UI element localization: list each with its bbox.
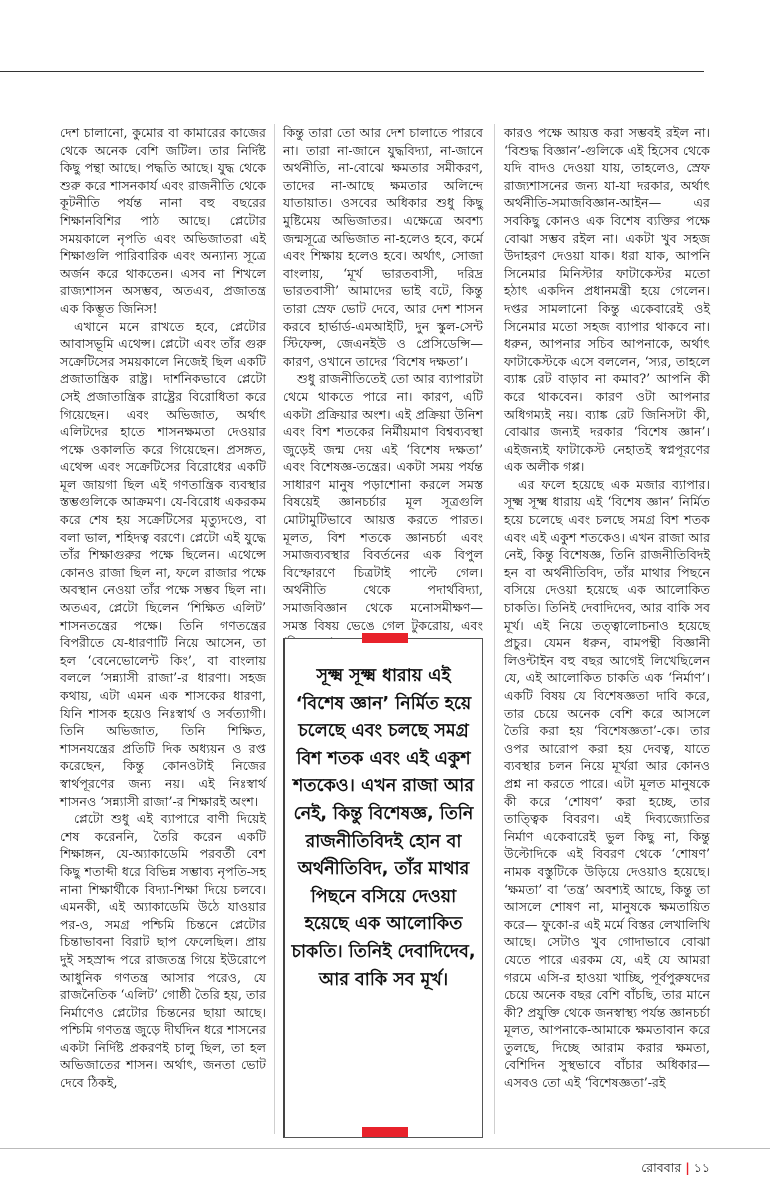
paragraph: প্লেটো শুধু এই ব্যাপারে বাণী দিয়েই শেষ করেননি, তৈরি করেন একটি শিক্ষাঙ্গন, যে-অ্যাকাডেমি পরবর্তী বেশ কিছু শতাব্দী ধরে বিভিন্ন সম্ভাব্য নৃপতি-সহ নানা শিক্ষার্থীকে বিদ্যা-শিক্ষা দিয়ে চলবে। এমনকী, এই অ্যাকাডেমি উঠে যাওয়ার পর-ও, সমগ্র পশ্চিমি চিন্তনে প্লেটোর চিন্তাভাবনা বিরাট ছাপ ফেলেছিল। প্রায় দুই সহস্রাব্দ পরে রাজতন্ত্র গিয়ে ইউরোপে আধুনিক গণতন্ত্র আসার পরেও, যে রাজনৈতিক ‘এলিট’ গোষ্ঠী তৈরি হয়, তার নির্মাণেও প্লেটোর চিন্তনের ছায়া আছে। পশ্চিমি গণতন্ত্র জুড়ে দীর্ঘদিন ধরে শাসনের একটা নির্দিষ্ট প্রকরণই চালু ছিল, তা হল অভিজাতের শাসন। অর্থাৎ, জনতা ভোট দেবে ঠিকই, [60, 811, 266, 1091]
paragraph: এখানে মনে রাখতে হবে, প্লেটোর আবাসভূমি এথেন্স। প্লেটো এবং তাঁর গুরু সক্রেটিসের সময়কালে নিজেই ছিল একটি প্রজাতান্ত্রিক রাষ্ট্র। দার্শনিকভাবে প্লেটো সেই প্রজাতান্ত্রিক রাষ্ট্রের বিরোধিতা করে গিয়েছেন। এবং অভিজাত, অর্থাৎ এলিটদের হাতে শাসনক্ষমতা দেওয়ার পক্ষে ওকালতি করে গিয়েছেন। প্রসঙ্গত, এথেন্স এবং সক্রেটিসের বিরোধের একটি মূল জায়গা ছিল এই গণতান্ত্রিক ব্যবস্থার স্তম্ভগুলিকে আক্রমণ। যে-বিরোধ একরকম করে শেষ হয় সক্রেটিসের মৃত্যুদণ্ডে, বা বলা ভাল, শহিদত্ব বরণে। প্লেটো এই যুদ্ধে তাঁর শিক্ষাগুরুর পক্ষে ছিলেন। এথেন্সে কোনও রাজা ছিল না, ফলে রাজার পক্ষে অবস্থান নেওয়া তাঁর পক্ষে সম্ভব ছিল না। অতএব, প্লেটো ছিলেন ‘শিক্ষিত এলিট’ শাসনতন্ত্রের পক্ষে। তিনি গণতন্ত্রের বিপরীতে যে-ধারণাটি নিয়ে আসেন, তা হল ‘বেনেভোলেন্ট কিং’, বা বাংলায় বললে ‘সন্ন্যাসী রাজা’-র ধারণা। সহজ কথায়, এটা এমন এক শাসকের ধারণা, যিনি শাসক হয়েও নিঃস্বার্থ ও সর্বত্যাগী। তিনি অভিজাত, তিনি শিক্ষিত, শাসনযন্ত্রের প্রতিটি দিক অধ্যয়ন ও রপ্ত করেছেন, কিন্তু কোনওটাই নিজের স্বার্থপূরণের জন্য নয়। এই নিঃস্বার্থ শাসনও ‘সন্ন্যাসী রাজা’-র শিক্ষারই অংশ। [60, 318, 266, 809]
article-column-3 [504, 124, 710, 1142]
top-rule [0, 71, 704, 72]
paragraph: এর ফলে হয়েছে এক মজার ব্যাপার। সূক্ষ্ম সূক্ষ্ম ধারায় এই ‘বিশেষ জ্ঞান’ নির্মিত হয়ে চলেছে এবং চলছে সমগ্র বিশ শতক এবং এই একুশ শতকেও। এখন রাজা আর নেই, কিন্তু বিশেষজ্ঞ, তিনি রাজনীতিবিদই হন বা অর্থনীতিবিদ, তাঁর মাথার পিছনে বসিয়ে দেওয়া হয়েছে এক আলোকিত চাকতি। তিনিই দেবাদিদেব, আর বাকি সব মূর্খ। এই নিয়ে তত্ত্বালোচনাও হয়েছে প্রচুর। যেমন ধরুন, বামপন্থী বিজ্ঞানী লিওন্টাইন বহু বছর আগেই লিখেছিলেন যে, এই আলোকিত চাকতি এক ‘নির্মাণ’। একটি বিষয় যে বিশেষজ্ঞতা দাবি করে, তার চেয়ে অনেক বেশি করে আসলে তৈরি করা হয় ‘বিশেষজ্ঞতা’-কে। তার ওপর আরোপ করা হয় দেবত্ব, যাতে ব্যবস্থার চলন নিয়ে মূর্খরা আর কোনও প্রশ্ন না করতে পারে। এটা মূলত মানুষকে কী করে ‘শোষণ’ করা হচ্ছে, তার তাত্ত্বিক বিবরণ। এই দিব্যজ্যোতির নির্মাণ একেবারেই ভুল কিছু না, কিন্তু উল্টোদিকে এই বিবরণ থেকে ‘শোষণ’ নামক বস্তুটিকে উড়িয়ে দেওয়াও হয়েছে। ‘ক্ষমতা’ বা ‘তন্ত্র’ অবশ্যই আছে, কিন্তু তা আসলে শোষণ না, মানুষকে ক্ষমতায়িত করে— ফুকো-র এই মর্মে বিস্তর লেখালিখি আছে। সেটাও খুব গোদাভাবে বোঝা যেতে পারে এরকম যে, এই যে আমরা গরমে এসি-র হাওয়া খাচ্ছি, পূর্বপুরুষদের চেয়ে অনেক বছর বেশি বাঁচছি, তার মানে কী? প্রযুক্তি থেকে জনস্বাস্থ্য পর্যন্ত জ্ঞানচর্চা মূলত, আপনাকে-আমাকে ক্ষমতাবান করে তুলছে, দিচ্ছে আরাম করার ক্ষমতা, বেশিদিন সুস্থভাবে বাঁচার অধিকার— এসবও তো এই ‘বিশেষজ্ঞতা’-রই [504, 476, 710, 1091]
footer-separator: | [685, 1160, 690, 1175]
magazine-name: রোববার [641, 1160, 682, 1175]
pull-quote-top-bar [362, 633, 408, 643]
column-separator [274, 124, 275, 1134]
paragraph: কারও পক্ষে আয়ত্ত করা সম্ভবই রইল না। ‘বিশুদ্ধ বিজ্ঞান’-গুলিকে এই হিসেব থেকে যদি বাদও দেওয়া যায়, তাহলেও, স্রেফ রাজ্যশাসনের জন্য যা-যা দরকার, অর্থাৎ অর্থনীতি-সমাজবিজ্ঞান-আইন— এর সবকিছু কোনও এক বিশেষ ব্যক্তির পক্ষে বোঝা সম্ভব রইল না। একটা খুব সহজ উদাহরণ দেওয়া যাক। ধরা যাক, আপনি সিনেমার মিনিস্টার ফাটাকেস্টর মতো হঠাৎ একদিন প্রধানমন্ত্রী হয়ে গেলেন। দপ্তর সামলানো কিন্তু একেবারেই ওই সিনেমার মতো সহজ ব্যাপার থাকবে না। ধরুন, আপনার সচিব আপনাকে, অর্থাৎ ফাটাকেস্টকে এসে বললেন, ‘স্যর, তাহলে ব্যাঙ্ক রেট বাড়াব না কমাব?’ আপনি কী করে থাকবেন। কারণ ওটা আপনার অধিগম্যই নয়। ব্যাঙ্ক রেট জিনিসটা কী, বোঝার জন্যই দরকার ‘বিশেষ জ্ঞান’। এইজন্যই ফাটাকেস্ট নেহাতই স্বপ্নপূরণের এক অলীক গপ্প। [504, 125, 710, 475]
page-number: ১১ [693, 1160, 710, 1175]
pull-quote-text: সূক্ষ্ম সূক্ষ্ম ধারায় এই ‘বিশেষ জ্ঞান’ নির্মিত হয়ে চলেছে এবং চলছে সমগ্র বিশ শতক এবং এই একুশ শতকেও। এখন রাজা আর নেই, কিন্তু বিশেষজ্ঞ, তিনি রাজনীতিবিদই হোন বা অর্থনীতিবিদ, তাঁর মাথার পিছনে বসিয়ে দেওয়া হয়েছে এক আলোকিত চাকতি। তিনিই দেবাদিদেব, আর বাকি সব মূর্খ। [291, 666, 476, 990]
article-column-2 [283, 124, 483, 632]
column-separator [494, 124, 495, 1134]
article-column-1 [60, 124, 266, 1142]
pull-quote-bottom-bar [362, 1127, 408, 1137]
paragraph: শুধু রাজনীতিতেই তো আর ব্যাপারটা থেমে থাকতে পারে না। কারণ, এটি একটা প্রক্রিয়ার অংশ। এই প্রক্রিয়া উনিশ এবং বিশ শতকের নির্মীয়মাণ বিশ্বব্যবস্থা জুড়েই জন্ম দেয় এই ‘বিশেষ দক্ষতা’ এবং বিশেষজ্ঞ-তন্ত্রের। একটা সময় পর্যন্ত সাধারণ মানুষ পড়াশোনা করলে সমস্ত বিষয়েই জ্ঞানচর্চার মূল সূত্রগুলি মোটামুটিভাবে আয়ত্ত করতে পারত। মূলত, বিশ শতকে জ্ঞানচর্চা এবং সমাজব্যবস্থার বিবর্তনের এক বিপুল বিস্ফোরণে চিত্রটাই পাল্টে গেল। অর্থনীতি থেকে পদার্থবিদ্যা, সমাজবিজ্ঞান থেকে মনোসমীক্ষণ— সমস্ত বিষয় ভেঙে গেল টুকরোয়, এবং [283, 371, 483, 633]
bottom-rule [0, 1148, 770, 1149]
paragraph: কিন্তু তারা তো আর দেশ চালাতে পারবে না। তারা না-জানে যুদ্ধবিদ্যা, না-জানে অর্থনীতি, না-বোঝে ক্ষমতার সমীকরণ, তাদের না-আছে ক্ষমতার অলিন্দে যাতায়াত। ওসবের অধিকার শুধু কিছু মুষ্টিমেয় অভিজাতর। এক্ষেত্রে অবশ্য জন্মসূত্রে অভিজাত না-হলেও হবে, কর্মে এবং শিক্ষায় হলেও হবে। অর্থাৎ, সোজা বাংলায়, ‘মূর্খ ভারতবাসী, দরিদ্র ভারতবাসী’ আমাদের ভাই বটে, কিন্তু তারা স্রেফ ভোট দেবে, আর দেশ শাসন করবে হার্ভার্ড-এমআইটি, দুন স্কুল-সেন্ট স্টিফেন্স, জেএনইউ ও প্রেসিডেন্সি— কারণ, ওখানে তাদের ‘বিশেষ দক্ষতা’। [283, 125, 483, 369]
pull-quote-box [283, 638, 483, 1138]
page-footer [641, 1160, 710, 1180]
paragraph: দেশ চালানো, কুমোর বা কামারের কাজের থেকে অনেক বেশি জটিল। তার নির্দিষ্ট কিছু পন্থা আছে। পদ্ধতি আছে। যুদ্ধ থেকে শুরু করে শাসনকার্য এবং রাজনীতি থেকে কূটনীতি পর্যন্ত নানা বহু বছরের শিক্ষানবিশির পাঠ আছে। প্লেটোর সময়কালে নৃপতি এবং অভিজাতরা এই শিক্ষাগুলি পারিবারিক এবং অন্যান্য সূত্রে অর্জন করে থাকতেন। এসব না শিখলে রাজ্যশাসন অসম্ভব, অতএব, প্রজাতন্ত্র এক কিম্ভূত জিনিস! [60, 125, 266, 316]
